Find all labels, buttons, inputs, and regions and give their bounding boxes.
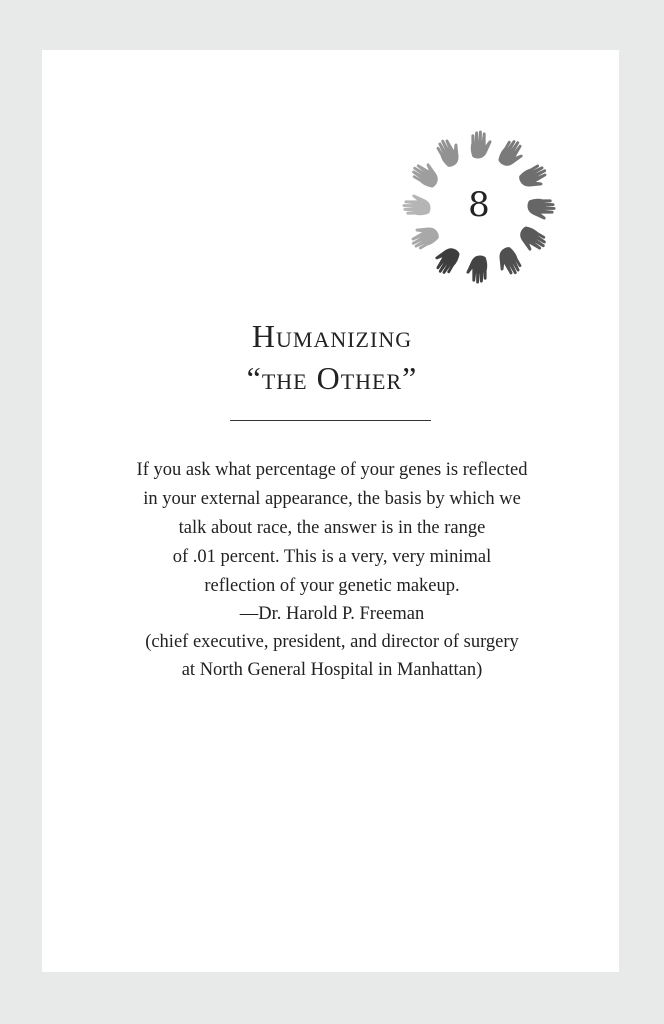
attribution-role-line: (chief executive, president, and director of surgery — [145, 632, 519, 652]
epigraph-attribution — [0, 600, 664, 684]
chapter-title-line-1: Humanizing — [251, 318, 413, 354]
quote-line: If you ask what percentage of your genes is reflected — [136, 460, 528, 480]
quote-line: of .01 percent. This is a very, very minimal — [172, 547, 492, 567]
quote-line: reflection of your genetic makeup. — [204, 576, 460, 596]
attribution-role-line: at North General Hospital in Manhattan) — [181, 660, 483, 680]
quote-line: talk about race, the answer is in the range — [178, 518, 486, 538]
chapter-number: 8 — [468, 185, 490, 225]
chapter-title-line-2: “the Other” — [246, 360, 418, 396]
epigraph-quote — [0, 456, 664, 601]
quote-line: in your external appearance, the basis by which we — [143, 489, 521, 509]
title-divider — [230, 420, 431, 421]
attribution-author: —Dr. Harold P. Freeman — [239, 604, 425, 624]
